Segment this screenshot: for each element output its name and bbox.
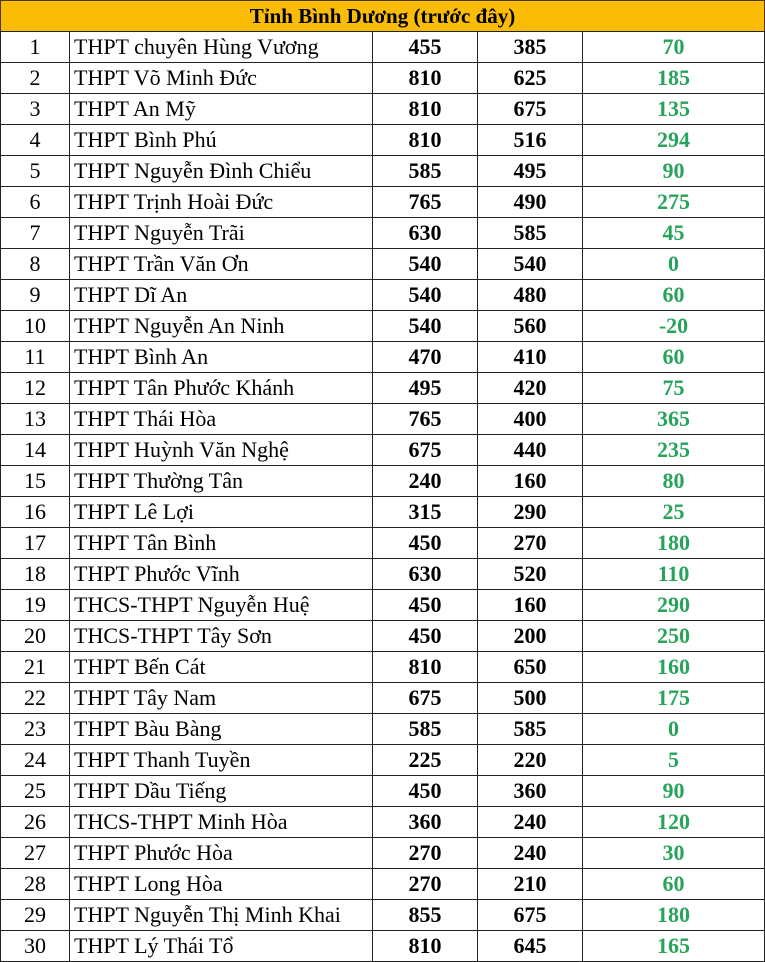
school-name-cell: THPT Thanh Tuyền (70, 745, 373, 776)
table-row (1, 745, 765, 776)
difference-cell: 235 (583, 435, 765, 466)
value-b-cell: 360 (478, 776, 583, 807)
value-b-cell: 210 (478, 869, 583, 900)
difference-cell: 175 (583, 683, 765, 714)
value-b-cell: 160 (478, 590, 583, 621)
difference-cell: 160 (583, 652, 765, 683)
row-index-cell: 10 (1, 311, 70, 342)
table-row (1, 404, 765, 435)
value-b-cell: 290 (478, 497, 583, 528)
difference-cell: 45 (583, 218, 765, 249)
difference-cell: 165 (583, 931, 765, 962)
value-b-cell: 625 (478, 63, 583, 94)
school-name-cell: THPT Nguyễn Trãi (70, 218, 373, 249)
value-b-cell: 516 (478, 125, 583, 156)
difference-cell: 80 (583, 466, 765, 497)
school-name-cell: THPT Dầu Tiếng (70, 776, 373, 807)
row-index-cell: 5 (1, 156, 70, 187)
value-b-cell: 385 (478, 32, 583, 63)
table-row (1, 869, 765, 900)
value-a-cell: 855 (373, 900, 478, 931)
value-b-cell: 400 (478, 404, 583, 435)
school-name-cell: THPT Tân Phước Khánh (70, 373, 373, 404)
difference-cell: 25 (583, 497, 765, 528)
school-name-cell: THPT Tây Nam (70, 683, 373, 714)
value-b-cell: 675 (478, 900, 583, 931)
table-row (1, 187, 765, 218)
table-row (1, 807, 765, 838)
value-b-cell: 240 (478, 807, 583, 838)
value-a-cell: 810 (373, 931, 478, 962)
row-index-cell: 11 (1, 342, 70, 373)
table-row (1, 249, 765, 280)
table-row (1, 497, 765, 528)
school-name-cell: THPT Thường Tân (70, 466, 373, 497)
difference-cell: 0 (583, 249, 765, 280)
table-row (1, 528, 765, 559)
school-name-cell: THPT Trịnh Hoài Đức (70, 187, 373, 218)
difference-cell: 60 (583, 280, 765, 311)
difference-cell: 120 (583, 807, 765, 838)
value-b-cell: 540 (478, 249, 583, 280)
value-a-cell: 360 (373, 807, 478, 838)
row-index-cell: 30 (1, 931, 70, 962)
school-name-cell: THPT Nguyễn Đình Chiểu (70, 156, 373, 187)
value-b-cell: 560 (478, 311, 583, 342)
school-name-cell: THPT chuyên Hùng Vương (70, 32, 373, 63)
table-row (1, 373, 765, 404)
value-a-cell: 455 (373, 32, 478, 63)
table-row (1, 342, 765, 373)
difference-cell: 250 (583, 621, 765, 652)
school-name-cell: THPT Phước Hòa (70, 838, 373, 869)
row-index-cell: 29 (1, 900, 70, 931)
difference-cell: 30 (583, 838, 765, 869)
value-a-cell: 495 (373, 373, 478, 404)
value-b-cell: 270 (478, 528, 583, 559)
school-name-cell: THPT Trần Văn Ơn (70, 249, 373, 280)
table-row (1, 683, 765, 714)
value-a-cell: 765 (373, 187, 478, 218)
row-index-cell: 21 (1, 652, 70, 683)
table-row (1, 94, 765, 125)
school-name-cell: THPT Nguyễn An Ninh (70, 311, 373, 342)
school-name-cell: THPT Thái Hòa (70, 404, 373, 435)
value-a-cell: 270 (373, 838, 478, 869)
table-row (1, 435, 765, 466)
school-name-cell: THCS-THPT Nguyễn Huệ (70, 590, 373, 621)
school-name-cell: THPT Võ Minh Đức (70, 63, 373, 94)
row-index-cell: 9 (1, 280, 70, 311)
difference-cell: 90 (583, 776, 765, 807)
value-b-cell: 200 (478, 621, 583, 652)
table-row (1, 63, 765, 94)
value-a-cell: 450 (373, 621, 478, 652)
difference-cell: 70 (583, 32, 765, 63)
row-index-cell: 17 (1, 528, 70, 559)
value-b-cell: 520 (478, 559, 583, 590)
value-a-cell: 270 (373, 869, 478, 900)
value-b-cell: 500 (478, 683, 583, 714)
value-a-cell: 675 (373, 435, 478, 466)
school-name-cell: THPT An Mỹ (70, 94, 373, 125)
table-row (1, 900, 765, 931)
school-name-cell: THPT Bình An (70, 342, 373, 373)
table-row (1, 838, 765, 869)
value-a-cell: 540 (373, 280, 478, 311)
row-index-cell: 20 (1, 621, 70, 652)
school-name-cell: THPT Dĩ An (70, 280, 373, 311)
row-index-cell: 16 (1, 497, 70, 528)
row-index-cell: 6 (1, 187, 70, 218)
school-name-cell: THPT Huỳnh Văn Nghệ (70, 435, 373, 466)
table-row (1, 466, 765, 497)
row-index-cell: 14 (1, 435, 70, 466)
row-index-cell: 8 (1, 249, 70, 280)
school-name-cell: THPT Phước Vĩnh (70, 559, 373, 590)
difference-cell: 135 (583, 94, 765, 125)
value-a-cell: 540 (373, 249, 478, 280)
row-index-cell: 1 (1, 32, 70, 63)
value-a-cell: 630 (373, 559, 478, 590)
school-name-cell: THPT Bình Phú (70, 125, 373, 156)
value-b-cell: 585 (478, 218, 583, 249)
value-b-cell: 490 (478, 187, 583, 218)
row-index-cell: 12 (1, 373, 70, 404)
table-title: Tỉnh Bình Dương (trước đây) (1, 1, 765, 32)
school-name-cell: THCS-THPT Minh Hòa (70, 807, 373, 838)
difference-cell: 0 (583, 714, 765, 745)
school-name-cell: THPT Nguyễn Thị Minh Khai (70, 900, 373, 931)
school-name-cell: THPT Lý Thái Tổ (70, 931, 373, 962)
school-name-cell: THPT Long Hòa (70, 869, 373, 900)
value-b-cell: 480 (478, 280, 583, 311)
difference-cell: 5 (583, 745, 765, 776)
row-index-cell: 2 (1, 63, 70, 94)
difference-cell: 290 (583, 590, 765, 621)
school-name-cell: THCS-THPT Tây Sơn (70, 621, 373, 652)
row-index-cell: 3 (1, 94, 70, 125)
row-index-cell: 28 (1, 869, 70, 900)
table-row (1, 311, 765, 342)
difference-cell: 110 (583, 559, 765, 590)
difference-cell: 365 (583, 404, 765, 435)
row-index-cell: 7 (1, 218, 70, 249)
row-index-cell: 23 (1, 714, 70, 745)
table-row (1, 156, 765, 187)
table-row (1, 218, 765, 249)
row-index-cell: 22 (1, 683, 70, 714)
value-a-cell: 810 (373, 125, 478, 156)
row-index-cell: 27 (1, 838, 70, 869)
value-a-cell: 810 (373, 63, 478, 94)
school-name-cell: THPT Lê Lợi (70, 497, 373, 528)
value-b-cell: 240 (478, 838, 583, 869)
table-row (1, 559, 765, 590)
row-index-cell: 25 (1, 776, 70, 807)
table-row (1, 714, 765, 745)
value-a-cell: 765 (373, 404, 478, 435)
value-a-cell: 540 (373, 311, 478, 342)
difference-cell: 60 (583, 869, 765, 900)
school-name-cell: THPT Tân Bình (70, 528, 373, 559)
difference-cell: 294 (583, 125, 765, 156)
row-index-cell: 26 (1, 807, 70, 838)
value-a-cell: 675 (373, 683, 478, 714)
difference-cell: 60 (583, 342, 765, 373)
row-index-cell: 24 (1, 745, 70, 776)
value-b-cell: 440 (478, 435, 583, 466)
value-a-cell: 810 (373, 94, 478, 125)
value-a-cell: 630 (373, 218, 478, 249)
table-row (1, 590, 765, 621)
difference-cell: 275 (583, 187, 765, 218)
difference-cell: 75 (583, 373, 765, 404)
row-index-cell: 18 (1, 559, 70, 590)
value-b-cell: 675 (478, 94, 583, 125)
value-a-cell: 585 (373, 156, 478, 187)
difference-cell: -20 (583, 311, 765, 342)
table-row (1, 125, 765, 156)
value-a-cell: 450 (373, 776, 478, 807)
row-index-cell: 19 (1, 590, 70, 621)
value-b-cell: 585 (478, 714, 583, 745)
value-b-cell: 410 (478, 342, 583, 373)
value-a-cell: 470 (373, 342, 478, 373)
value-b-cell: 160 (478, 466, 583, 497)
difference-cell: 90 (583, 156, 765, 187)
value-b-cell: 420 (478, 373, 583, 404)
row-index-cell: 13 (1, 404, 70, 435)
difference-cell: 185 (583, 63, 765, 94)
value-a-cell: 240 (373, 466, 478, 497)
value-a-cell: 450 (373, 528, 478, 559)
table-row (1, 652, 765, 683)
school-name-cell: THPT Bến Cát (70, 652, 373, 683)
difference-cell: 180 (583, 528, 765, 559)
table-row (1, 280, 765, 311)
table-row (1, 931, 765, 962)
value-b-cell: 650 (478, 652, 583, 683)
difference-cell: 180 (583, 900, 765, 931)
table-row (1, 621, 765, 652)
value-b-cell: 495 (478, 156, 583, 187)
school-name-cell: THPT Bàu Bàng (70, 714, 373, 745)
row-index-cell: 15 (1, 466, 70, 497)
value-b-cell: 645 (478, 931, 583, 962)
title-row (1, 1, 765, 32)
value-a-cell: 450 (373, 590, 478, 621)
value-a-cell: 315 (373, 497, 478, 528)
value-a-cell: 225 (373, 745, 478, 776)
table-row (1, 776, 765, 807)
row-index-cell: 4 (1, 125, 70, 156)
value-b-cell: 220 (478, 745, 583, 776)
table-row (1, 32, 765, 63)
value-a-cell: 810 (373, 652, 478, 683)
table-body (1, 32, 765, 962)
value-a-cell: 585 (373, 714, 478, 745)
